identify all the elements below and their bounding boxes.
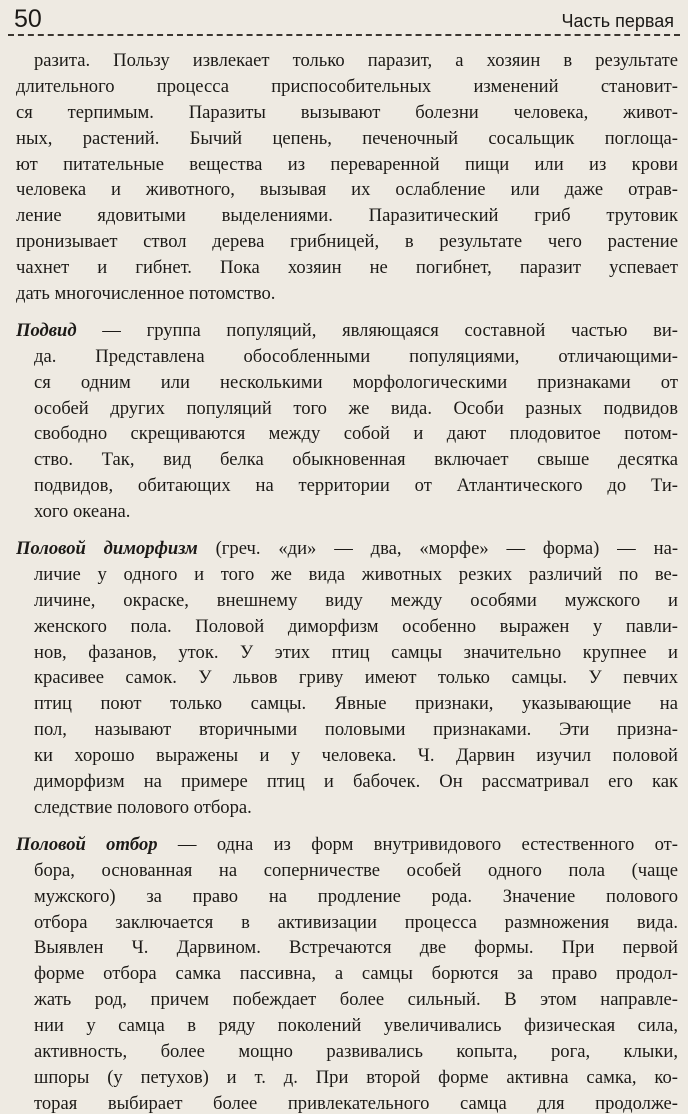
text-line: торая выбирает более привлекательного самца для продолже-	[34, 1092, 678, 1114]
entry-first-line-text: (греч. «ди» — два, «морфе» — форма) — на-	[197, 538, 678, 560]
entry-first-line	[16, 832, 678, 858]
text-line: хого океана.	[34, 501, 131, 523]
text-line: ки хорошо выражены и у человека. Ч. Дарвин изучил половой	[34, 745, 678, 767]
text-line: красивее самок. У львов гриву имеют только самцы. У певчих	[34, 667, 678, 689]
text-line: нии у самца в ряду поколений увеличивались физическая сила,	[34, 1015, 678, 1037]
text-line: жать род, причем побеждает более сильный. В этом направле-	[34, 989, 678, 1011]
text-line: птиц поют только самцы. Явные признаки, указывающие на	[34, 693, 678, 715]
text-line: свободно скрещиваются между собой и дают плодовитое потом-	[34, 423, 678, 445]
text-line: ных, растений. Бычий цепень, печеночный сосальщик поглоща-	[16, 127, 678, 149]
entry-first-line	[16, 536, 678, 562]
text-line: форме отбора самка пассивна, а самцы борются за право продол-	[34, 963, 678, 985]
running-head	[8, 4, 678, 34]
entry-term: Подвид	[16, 319, 77, 341]
entry-first-line	[16, 318, 678, 344]
text-line: Выявлен Ч. Дарвином. Встречаются две формы. При первой	[34, 937, 678, 959]
text-line: ление ядовитыми выделениями. Паразитический гриб трутовик	[16, 205, 678, 227]
page-number: 50	[14, 5, 42, 33]
text-line: разита. Пользу извлекает только паразит, а хозяин в результате	[34, 50, 678, 71]
entry-first-line-text: — одна из форм внутривидового естественного от-	[157, 833, 678, 855]
text-line: личине, окраске, внешнему виду между особями мужского и	[34, 589, 678, 611]
text-line: пол, называют вторичными половыми признаками. Эти призна-	[34, 719, 678, 741]
text-line: длительного процесса приспособительных изменений становит-	[16, 75, 678, 97]
text-line: шпоры (у петухов) и т. д. При второй форме активна самка, ко-	[34, 1066, 678, 1088]
text-line: ся одним или несколькими морфологическими признаками от	[34, 371, 678, 393]
text-line: следствие полового отбора.	[34, 796, 252, 818]
text-line: человека и животного, вызывая их ослабление или даже отрав-	[16, 179, 678, 201]
text-line: чахнет и гибнет. Пока хозяин не погибнет, паразит успевает	[16, 257, 678, 279]
text-line: женского пола. Половой диморфизм особенно выражен у павли-	[34, 615, 678, 637]
glossary-entry-sexual-selection	[16, 832, 678, 1114]
text-line: подвидов, обитающих на территории от Атлантического до Ти-	[34, 475, 678, 497]
body-text	[16, 48, 678, 1114]
text-line: дать многочисленное потомство.	[16, 283, 276, 305]
text-line: ся терпимым. Паразиты вызывают болезни человека, живот-	[16, 101, 678, 123]
section-title: Часть первая	[561, 11, 674, 31]
continued-paragraph	[16, 48, 678, 307]
text-line: активность, более мощно развивались копыта, рога, клыки,	[34, 1040, 678, 1062]
entry-term: Половой отбор	[16, 833, 158, 855]
text-line: ство. Так, вид белка обыкновенная включает свыше десятка	[34, 449, 678, 471]
text-line: мужского) за право на продление рода. Значение полового	[34, 885, 678, 907]
text-line: диморфизм на примере птиц и бабочек. Он рассматривал его как	[34, 771, 678, 793]
text-line: особей других популяций того же вида. Особи разных подвидов	[34, 397, 678, 419]
header-rule	[8, 34, 680, 36]
text-line: бора, основанная на соперничестве особей одного пола (чаще	[34, 859, 678, 881]
entry-first-line-text: — группа популяций, являющаяся составной частью ви-	[76, 319, 678, 341]
text-line: пронизывает ствол дерева грибницей, в результате чего растение	[16, 231, 678, 253]
text-line: нов, фазанов, уток. У этих птиц самцы значительно крупнее и	[34, 641, 678, 663]
entry-term: Половой диморфизм	[16, 538, 198, 560]
text-line: отбора заключается в активизации процесса размножения вида.	[34, 911, 678, 933]
glossary-entry-subspecies	[16, 318, 678, 525]
text-line: да. Представлена обособленными популяциями, отличающими-	[34, 345, 678, 367]
text-line: ют питательные вещества из переваренной пищи или из крови	[16, 153, 678, 175]
glossary-entry-sexual-dimorphism	[16, 536, 678, 821]
text-line: личие у одного и того же вида животных резких различий по ве-	[34, 563, 678, 585]
